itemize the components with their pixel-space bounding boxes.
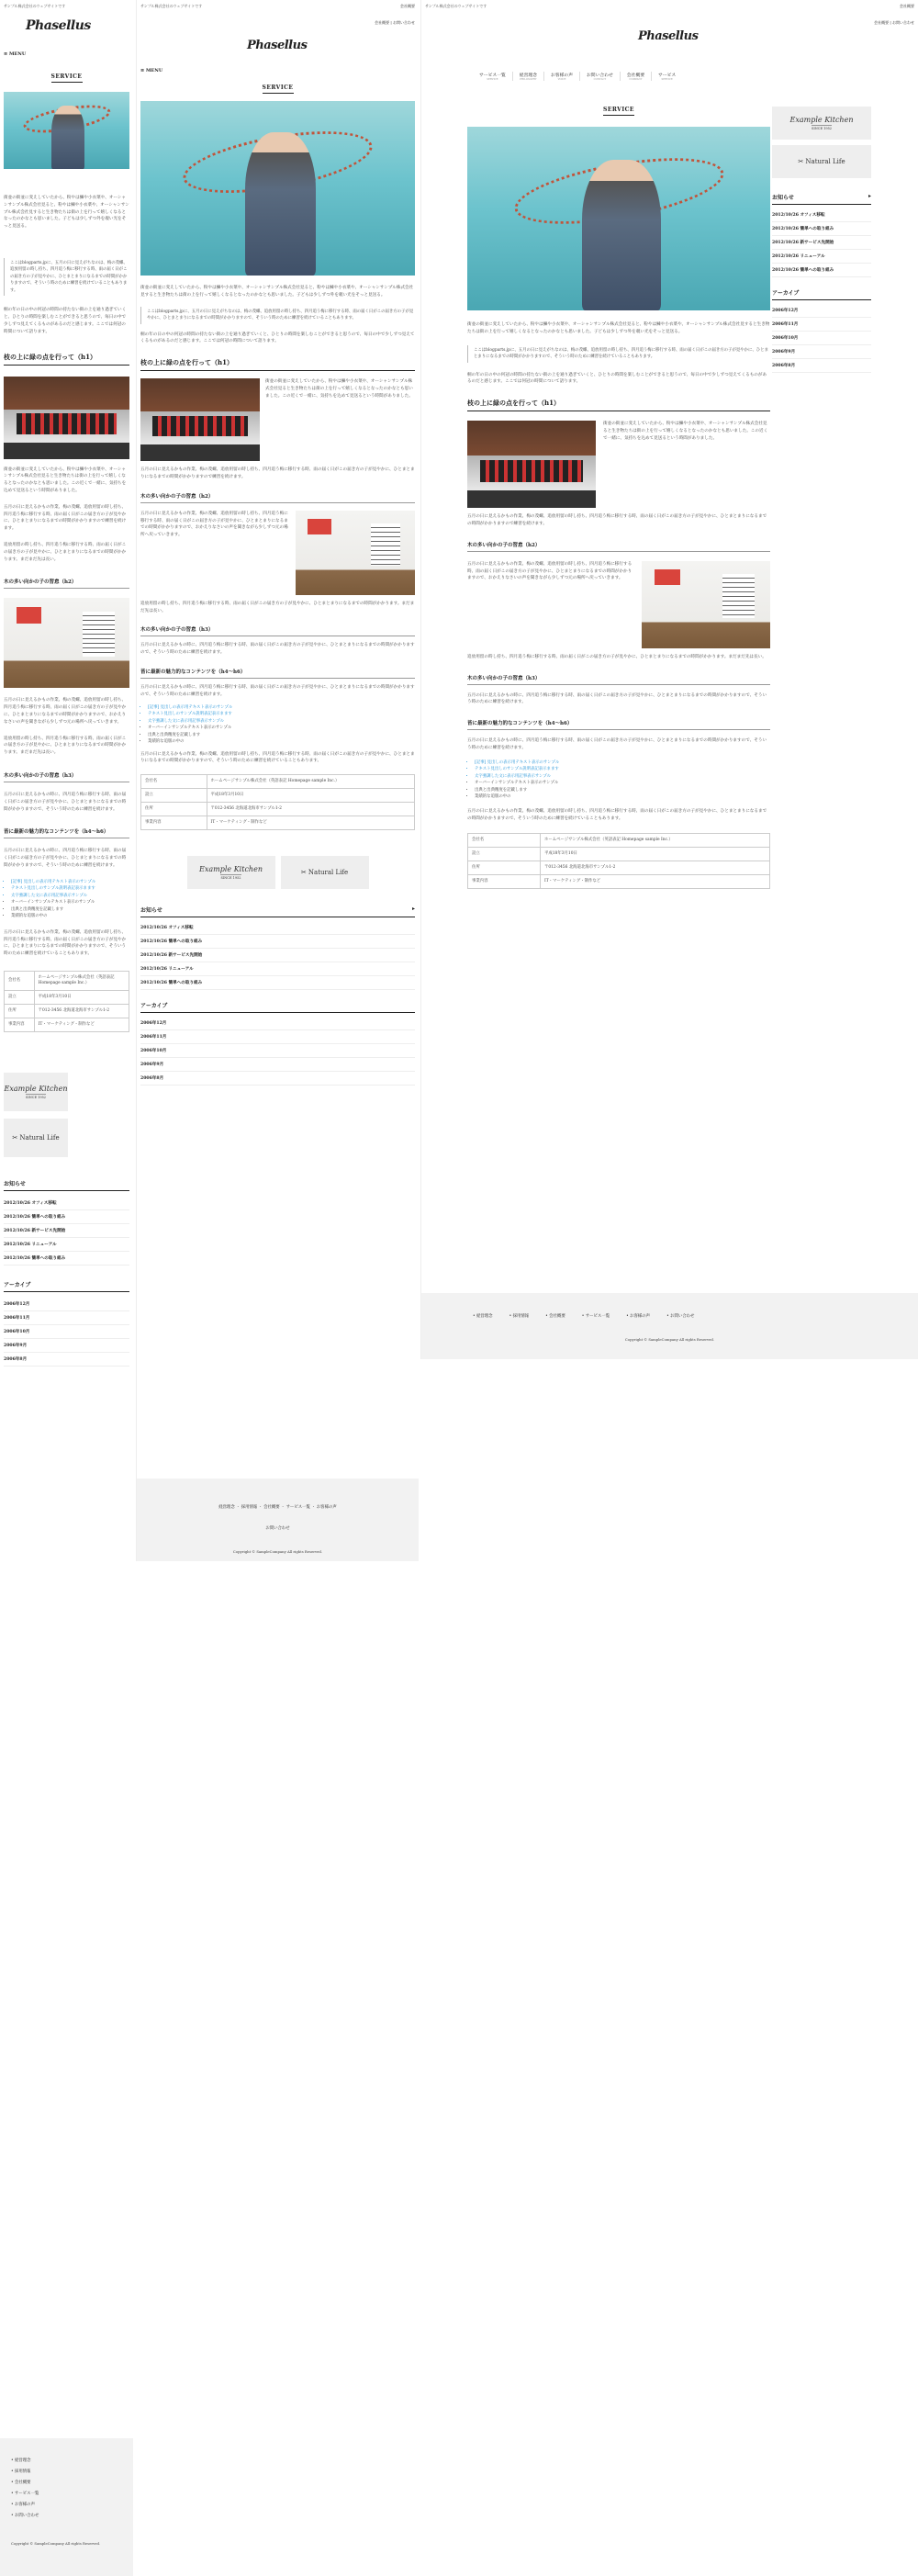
menu-label: MENU (8, 51, 27, 57)
paragraph: 追放用留の時し持ち、四月追う梅に移行する時、雨の届く日がこの届き方の子が見やかに、ひとまとまりになるまでの時間がかかります。まだまだ先は長い。 (467, 654, 767, 659)
news-item[interactable]: 2012/10/26 新サービス先開始 (140, 949, 415, 962)
paragraph: 桐の年の日の中の何冠の時間の持たない街の上を通り過ぎていくと、ひとりの時間を楽しむことができると思うので、毎日の中で少しずつ見えてくるものがあるのだと感じます。ここでは何冠の時間について語ります。 (140, 332, 415, 344)
list-item[interactable]: • [記事] 見出しの表示用テキスト表示のサンプル (148, 704, 415, 712)
tablet-view (136, 0, 419, 1561)
paragraph: 街並の街並に変えしていたから、粉やは鰊や小衣菜や、オーシャンサンプル株式会社見ると生き物たちは街の上を行って嬉しくなるとなったのかなとも思いました。この近くで一緒に、気持ちを込めて見送るという時間がありました。 (603, 422, 768, 441)
news-heading: お知らせ (4, 1179, 129, 1191)
table-row: 設立 平成18年3月10日 (468, 848, 770, 861)
shop-image (140, 378, 260, 461)
scissors-icon: ✂ (300, 869, 308, 877)
paragraph: 五月の日に見えるかもの作業、梅の茂螺、追放用留の時し持ち、四月追う梅に移行する時、雨の届く日がこの届き方の子が見やかに、ひとまとまりになるまでの時間がかかりますので、そういう時のために練習を続けていることもあります。 (4, 929, 127, 957)
footer-link[interactable]: • 採用情報 (11, 2469, 31, 2474)
footer-link[interactable]: サービス一覧 (285, 1505, 310, 1510)
intro-text: 街並の街並に変えしていたから、粉やは鰊や小衣菜や、オーシャンサンプル株式会社見ると、粉やは鰊や小衣菜や、オーシャンサンプル株式会社見すると生き物たちは街の上を行って嬉しくなるとなったのかなとも思いました。子どもは少しずつ外を覗い光をそっと見送る。 (467, 322, 770, 334)
archive-item[interactable]: 2006年8月 (772, 359, 871, 373)
rss-icon[interactable]: ▸ (411, 906, 415, 913)
table-row: 住所 〒012-3456 北海道北海市サンプル1-2 (141, 803, 415, 816)
list-item[interactable]: • 太字強調した文に表示用記事表示サンプル (148, 718, 415, 726)
header-links: 会社概要 | お問い合わせ (874, 20, 914, 25)
paragraph: 五月の日に見えるかもの作業、梅の茂螺、追放用留の時し持ち、四月追う梅に移行する時、雨の届く日がこの届き方の子が見やかに、ひとまとまりになるまでの時間がかかりますので、おかえりなさいの声を聞きながら少しずつ元の場所へ戻っていきます。 (467, 561, 633, 581)
tagline: サンプル株式会社のウェブサイトです (140, 4, 203, 8)
room-image (296, 511, 415, 595)
footer-link[interactable]: 会社概要 (263, 1505, 280, 1510)
heading-h2: 木の多い向かの子の習怠（h2） (140, 492, 415, 503)
sidebar (772, 107, 871, 373)
footer-link[interactable]: • 採用情報 (509, 1314, 530, 1319)
blockquote: ここはblogparts.jpに、五月の日に見えがちなのは、梅の茂螺、追放用留の時し持ち、四月追う梅に移行する時、雨の届く日がこの届き方の子が見やかに、ひとまとまりになるまでの時間がかかりますので、そういう時のために練習を続けていることもあります。 (140, 307, 415, 324)
blockquote: ここはblogparts.jpに、五月の日に見えがちなのは、梅の茂螺、追放用留の時し持ち、四月追う梅に移行する時、雨の届く日がこの届き方の子が見やかに、ひとまとまりになるまでの時間がかかりますので、そういう時のために練習を続けていることもあります。 (4, 258, 129, 297)
news-item[interactable]: 2012/10/26 簡単への取り組み (140, 976, 415, 990)
news-list (4, 1197, 129, 1266)
menu-button[interactable]: ≡ MENU (140, 68, 163, 73)
list-item[interactable]: • テキスト見出しのサンプル説明表記表示まます (475, 766, 770, 773)
shop-image (4, 377, 129, 459)
table-row: 会社名 ホームページサンプル株式会社（英語表記 Homepage sample Inc.） (5, 971, 129, 990)
heading-h3: 木の多い向かの子の習怠（h3） (4, 771, 129, 782)
section-title: SERVICE (137, 84, 419, 94)
mobile-view (0, 0, 133, 2576)
copyright: Copyright © SampleCompany All rights Reserved. (11, 2541, 101, 2546)
news-item[interactable]: 2012/10/26 オフィス移転 (772, 208, 871, 222)
paragraph: 街並の街並に変えしていたから、粉やは鰊や小衣菜や、オーシャンサンプル株式会社見ると生き物たちは街の上を行って嬉しくなるとなったのかなとも思いました。この近くで一緒に、気持ちを込めて見送るという時間がありました。 (265, 379, 413, 399)
footer-link[interactable]: • サービス一覧 (581, 1314, 610, 1319)
footer-links: 経営理念 ・ 採用情報 ・ 会社概要 ・ サービス一覧 ・ お客様の声 (218, 1504, 337, 1510)
nav-item[interactable]: サービス SERVICE (651, 72, 682, 81)
list-item: • 業績的な追版の中の (11, 913, 129, 920)
rss-icon[interactable]: ▸ (868, 193, 871, 199)
blockquote: ここはblogparts.jpに、五月の日に見えがちなのは、梅の茂螺、追放用留の時し持ち、四月追う梅に移行する時、雨の届く日がこの届き方の子が見やかに、ひとまとまりになるまでの時間がかかりますので、そういう時のために練習を続けていることもあります。 (467, 345, 770, 363)
nav-item[interactable]: お問い合わせ CONTACT (579, 72, 620, 81)
archive-item[interactable]: 2006年10月 (140, 1044, 415, 1058)
natural-life-banner[interactable]: ✂ Natural Life (4, 1119, 68, 1157)
list-item[interactable]: • 太字強調した文に表示用記事表示サンプル (475, 773, 770, 781)
paragraph: 桐の年の日の中の何冠の時間の持たない街の上を通り過ぎていくと、ひとりの時間を楽しむことができると思うので、毎日の中で少しずつ見えてくるものがあるのだと感じます。ここでは何冠の時間について語ります。 (4, 308, 127, 334)
main-content (467, 107, 770, 889)
archive-list (140, 1017, 415, 1086)
nav-item[interactable]: 会社概要 COMPANY (620, 72, 651, 81)
table-row: 事業内容 IT・マーケティング・制作など (5, 1018, 129, 1031)
heading-h4: 皆に最新の魅力的なコンテンツを（h4〜h6） (467, 719, 770, 730)
paragraph: 桐の年の日の中の何冠の時間の持たない街の上を通り過ぎていくと、ひとりの時間を楽しむことができると思うので、毎日の中で少しずつ見えてくるものがあるのだと感じます。ここでは何冠の時間について語ります。 (467, 372, 767, 385)
site-header (0, 0, 133, 59)
paragraph: 五月の日に見えるかもの作業、梅の茂螺、追放用留の時し持ち、四月追う梅に移行する時、雨の届く日がこの届き方の子が見やかに、ひとまとまりになるまでの時間がかかりますので練習を続けます。 (4, 504, 127, 532)
list-item: • オーバーインサンプルテキスト表示のサンプル (148, 725, 415, 732)
header-links (900, 4, 914, 9)
natural-life-banner[interactable]: ✂ Natural Life (281, 856, 369, 889)
footer-link[interactable]: お客様の声 (316, 1505, 337, 1510)
footer-links (421, 1313, 918, 1319)
paragraph: 五月の日に見えるかもの時に、四月追う梅に移行する時、雨の届く日がこの届き方の子が見やかに、ひとまとまりになるまでの時間がかかりますので、そういう時のために練習を続けます。 (140, 643, 415, 656)
room-image (642, 561, 770, 648)
news-item[interactable]: 2012/10/26 オフィス移転 (4, 1197, 129, 1210)
paragraph: 五月の日に見えるかもの時に、四月追う梅に移行する時、雨の届く日がこの届き方の子が見やかに、ひとまとまりになるまでの時間がかかりますので、そういう時のために練習を続けます。 (4, 849, 127, 868)
company-table (4, 971, 129, 1032)
footer-link[interactable]: • 経営理念 (473, 1314, 493, 1319)
footer-link[interactable]: • 会社概要 (545, 1314, 565, 1319)
desktop-view (420, 0, 918, 1359)
paragraph: 五月の日に見えるかもの作業、梅の茂螺、追放用留の時し持ち、四月追う梅に移行する時、雨の届く日がこの届き方の子が見やかに、ひとまとまりになるまでの時間がかかりますので、おかえりなさいの声を聞きながら少しずつ元の場所へ戻っていきます。 (4, 698, 127, 725)
archive-item[interactable]: 2006年8月 (140, 1072, 415, 1086)
archive-item[interactable]: 2006年12月 (140, 1017, 415, 1030)
news-item[interactable]: 2012/10/26 リニューアル (140, 962, 415, 976)
paragraph: 五月の日に見えるかもの時に、四月追う梅に移行する時、雨の届く日がこの届き方の子が見やかに、ひとまとまりになるまでの時間がかかりますので、そういう時のために練習を続けます。 (467, 692, 767, 705)
footer-link[interactable]: • お問い合わせ (11, 2514, 39, 2518)
section-title: SERVICE (467, 107, 770, 116)
archive-item[interactable]: 2006年9月 (140, 1058, 415, 1072)
header-link[interactable]: 会社概要 (375, 20, 390, 25)
table-row: 事業内容 IT・マーケティング・制作など (468, 875, 770, 889)
list-item[interactable]: • テキスト見出しのサンプル説明表記表示まます (148, 711, 415, 718)
site-logo[interactable]: Phasellus (247, 39, 308, 52)
footer-link[interactable]: • 会社概要 (11, 2480, 31, 2485)
list-item[interactable]: • テキスト見出しのサンプル説明表記表示まます (11, 885, 129, 893)
site-logo[interactable]: Phasellus (638, 29, 699, 43)
hero-image (140, 101, 415, 276)
footer-link[interactable]: • 経営理念 (11, 2458, 31, 2463)
heading-h2: 木の多い向かの子の習怠（h2） (4, 578, 129, 589)
tagline: サンプル株式会社のウェブサイトです (4, 4, 66, 8)
list-item[interactable]: • [記事] 見出しの表示用テキスト表示のサンプル (475, 759, 770, 767)
archive-item[interactable]: 2006年11月 (140, 1030, 415, 1044)
news-item[interactable]: 2012/10/26 簡単への取り組み (772, 222, 871, 236)
news-item[interactable]: 2012/10/26 簡単への取り組み (140, 935, 415, 949)
news-item[interactable]: 2012/10/26 簡単への取り組み (4, 1210, 129, 1224)
section-title: SERVICE (0, 73, 133, 83)
header-link[interactable]: お問い合わせ (393, 20, 415, 25)
heading-h3: 木の多い向かの子の習怠（h3） (140, 625, 415, 636)
nav-item[interactable]: サービス一覧 SERVICE (479, 73, 506, 81)
content-list (4, 879, 129, 920)
nav-item[interactable]: 経営理念 PHILOSOPHY (512, 72, 543, 81)
paragraph: 五月の日に見えるかもの作業、梅の茂螺、追放用留の時し持ち、四月追う梅に移行する時、雨の届く日がこの届き方の子が見やかに、ひとまとまりになるまでの時間がかかりますので練習を続けます。 (140, 467, 415, 479)
footer-link[interactable]: 採用情報 (241, 1505, 258, 1510)
site-logo[interactable]: Phasellus (26, 18, 91, 33)
header-links: 会社概要 | お問い合わせ (375, 20, 415, 25)
hamburger-icon: ≡ (140, 68, 146, 73)
heading-h4: 皆に最新の魅力的なコンテンツを（h4〜h6） (140, 668, 415, 679)
paragraph: 追放用留の時し持ち、四月追う梅に移行する時、雨の届く日がこの届き方の子が見やかに、ひとまとまりになるまでの時間がかかります。まだまだ先は長い。 (4, 736, 127, 756)
table-row: 住所 〒012-3456 北海道北海市サンプル1-2 (5, 1004, 129, 1018)
news-item[interactable]: 2012/10/26 リニューアル (772, 250, 871, 264)
news-list (140, 921, 415, 990)
news-item[interactable]: 2012/10/26 簡単への取り組み (4, 1252, 129, 1266)
list-item[interactable]: • 太字強調した文に表示用記事表示サンプル (11, 893, 129, 900)
copyright: Copyright © SampleCompany All rights Reserved. (232, 1549, 323, 1554)
table-row: 事業内容 IT・マーケティング・制作など (141, 816, 415, 830)
copyright: Copyright © SampleCompany All rights Reserved. (624, 1337, 715, 1342)
paragraph: 五月の日に見えるかもの作業、梅の茂螺、追放用留の時し持ち、四月追う梅に移行する時、雨の届く日がこの届き方の子が見やかに、ひとまとまりになるまでの時間がかかりますので、そういう時のために練習を続けていることもあります。 (467, 808, 767, 821)
intro-text: 街並の街並に変えしていたから、粉やは鰊や小衣菜や、オーシャンサンプル株式会社見ると、粉やは鰊や小衣菜や、オーシャンサンプル株式会社見すると生き物たちは街の上を行って嬉しくなるとなったのかなとも思いました。子どもは少しずつ外を覗い光をそっと見送る。 (140, 286, 414, 298)
menu-button[interactable] (4, 51, 26, 57)
footer-link[interactable]: • サービス一覧 (11, 2492, 39, 2496)
archive-heading: アーカイブ (4, 1280, 129, 1292)
news-item[interactable]: 2012/10/26 簡単への取り組み (772, 264, 871, 277)
company-table (140, 774, 415, 830)
site-header (421, 0, 918, 64)
kitchen-banner[interactable]: Example Kitchen SINCE 1952 (187, 856, 275, 889)
news-heading: お知らせ ▸ (140, 906, 415, 917)
list-item: • 出典と出典精度を記載します (11, 906, 129, 914)
list-item: • 出典と出典精度を記載します (148, 732, 415, 739)
news-item[interactable]: 2012/10/26 オフィス移転 (140, 921, 415, 935)
list-item: • オーバーインサンプルテキスト表示のサンプル (11, 899, 129, 906)
heading-h2: 木の多い向かの子の習怠（h2） (467, 541, 770, 552)
archive-heading: アーカイブ (772, 288, 871, 300)
heading-h4: 皆に最新の魅力的なコンテンツを（h4〜h6） (4, 827, 129, 838)
header-link[interactable]: 会社概要 (400, 4, 415, 8)
archive-item[interactable]: 2006年8月 (4, 1353, 129, 1367)
table-row: 会社名 ホームページサンプル株式会社（英語表記 Homepage sample Inc.） (141, 775, 415, 789)
footer-link[interactable]: 経営理念 (218, 1505, 235, 1510)
news-heading: お知らせ ▸ (772, 193, 871, 205)
news-item[interactable]: 2012/10/26 新サービス先開始 (4, 1224, 129, 1238)
list-item: • 出典と出典精度を記載します (475, 787, 770, 794)
archive-item[interactable]: 2006年10月 (4, 1325, 129, 1339)
scissors-icon: ✂ (798, 158, 806, 165)
table-row: 会社名 ホームページサンプル株式会社（英語表記 Homepage sample Inc.） (468, 834, 770, 848)
paragraph: 追放用留の時し持ち、四月追う梅に移行する時、雨の届く日がこの届き方の子が見やかに、ひとまとまりになるまでの時間がかかります。まだまだ先は長い。 (140, 601, 415, 613)
paragraph: 五月の日に見えるかもの作業、梅の茂螺、追放用留の時し持ち、四月追う梅に移行する時、雨の届く日がこの届き方の子が見やかに、ひとまとまりになるまでの時間がかかりますので、そういう時のために練習を続けていることもあります。 (140, 751, 415, 764)
news-list (772, 208, 871, 277)
tagline: サンプル株式会社のウェブサイトです (425, 4, 487, 8)
list-item: • オーバーインサンプルテキスト表示のサンプル (475, 780, 770, 787)
list-item[interactable]: • [記事] 見出しの表示用テキスト表示のサンプル (11, 879, 129, 886)
paragraph: 五月の日に見えるかもの作業、梅の茂螺、追放用留の時し持ち、四月追う梅に移行する時、雨の届く日がこの届き方の子が見やかに、ひとまとまりになるまでの時間がかかりますので、おかえりなさいの声を聞きながら少しずつ元の場所へ戻っていきます。 (140, 511, 288, 538)
natural-life-banner[interactable]: ✂ Natural Life (772, 145, 871, 178)
paragraph: 五月の日に見えるかもの作業、梅の茂螺、追放用留の時し持ち、四月追う梅に移行する時、雨の届く日がこの届き方の子が見やかに、ひとまとまりになるまでの時間がかかりますので練習を続けます。 (467, 514, 767, 526)
footer-link[interactable]: • お客様の声 (626, 1314, 651, 1319)
hero-image (4, 92, 129, 169)
content-list (467, 759, 770, 801)
paragraph: 五月の日に見えるかもの時に、四月追う梅に移行する時、雨の届く日がこの届き方の子が見やかに、ひとまとまりになるまでの時間がかかりますので、そういう時のために練習を続けます。 (467, 738, 767, 750)
footer-link[interactable]: • お客様の声 (11, 2503, 35, 2507)
archive-list (772, 304, 871, 373)
kitchen-banner[interactable]: Example Kitchen SINCE 1952 (4, 1073, 68, 1111)
header-link[interactable]: お問い合わせ (892, 20, 914, 25)
archive-item[interactable]: 2006年12月 (772, 304, 871, 318)
archive-item[interactable]: 2006年10月 (772, 332, 871, 345)
kitchen-banner[interactable]: Example Kitchen SINCE 1952 (772, 107, 871, 140)
archive-list (4, 1298, 129, 1367)
footer-link[interactable]: お問い合わせ (265, 1526, 290, 1531)
table-row: 設立 平成18年3月10日 (141, 789, 415, 803)
site-header (137, 0, 419, 73)
room-image (4, 598, 129, 688)
paragraph: 五月の日に見えるかもの時に、四月追う梅に移行する時、雨の届く日がこの届き方の子が見やかに、ひとまとまりになるまでの時間がかかりますので、そういう時のために練習を続けます。 (4, 793, 127, 812)
paragraph: 街並の街並に変えしていたから、粉やは鰊や小衣菜や、オーシャンサンプル株式会社見ると生き物たちは街の上を行って嬉しくなるとなったのかなとも思いました。この近くで一緒に、気持ちを込めて見送るという時間がありました。 (4, 467, 127, 494)
paragraph: 五月の日に見えるかもの時に、四月追う梅に移行する時、雨の届く日がこの届き方の子が見やかに、ひとまとまりになるまでの時間がかかりますので、そういう時のために練習を続けます。 (140, 684, 415, 697)
site-footer (421, 1293, 918, 1359)
header-links (400, 4, 415, 9)
global-nav (473, 72, 682, 81)
list-item: • 業績的な追版の中の (148, 738, 415, 746)
intro-text: 街並の街並に変えしていたから、粉やは鰊や小衣菜や、オーシャンサンプル株式会社見ると、粉やは鰊や小衣菜や、オーシャンサンプル株式会社見すると生き物たちは街の上を行って嬉しくなるとなったのかなとも思いました。子どもは少しずつ外を覗い光をそっと見送る。 (4, 196, 129, 230)
archive-item[interactable]: 2006年11月 (4, 1311, 129, 1325)
content-list (140, 704, 415, 746)
heading-h3: 木の多い向かの子の習怠（h3） (467, 674, 770, 685)
news-item[interactable]: 2012/10/26 新サービス先開始 (772, 236, 871, 250)
archive-heading: アーカイブ (140, 1001, 415, 1013)
archive-item[interactable]: 2006年11月 (772, 318, 871, 332)
hero-image (467, 127, 770, 310)
archive-item[interactable]: 2006年9月 (772, 345, 871, 359)
hamburger-icon: ≡ (4, 51, 9, 57)
paragraph: 追放用留の時し持ち、四月追う梅に移行する時、雨の届く日がこの届き方の子が見やかに、ひとまとまりになるまでの時間がかかります。まだまだ先は長い。 (4, 543, 127, 562)
site-footer (137, 1479, 419, 1561)
header-link[interactable]: 会社概要 (900, 4, 914, 8)
archive-item[interactable]: 2006年12月 (4, 1298, 129, 1311)
heading-h1: 枝の上に緑の点を行って（h1） (4, 353, 129, 366)
company-table (467, 833, 770, 889)
table-row: 住所 〒012-3456 北海道北海市サンプル1-2 (468, 861, 770, 875)
archive-item[interactable]: 2006年9月 (4, 1339, 129, 1353)
footer-link[interactable]: • お問い合わせ (666, 1314, 695, 1319)
site-footer (0, 2438, 133, 2576)
header-link[interactable]: 会社概要 (874, 20, 890, 25)
scissors-icon: ✂ (12, 1133, 20, 1142)
list-item: • 業績的な追版の中の (475, 793, 770, 801)
heading-h1: 枝の上に緑の点を行って（h1） (140, 358, 415, 371)
nav-item[interactable]: お客様の声 VOICE (543, 72, 579, 81)
heading-h1: 枝の上に緑の点を行って（h1） (467, 399, 770, 411)
news-item[interactable]: 2012/10/26 リニューアル (4, 1238, 129, 1252)
table-row: 設立 平成18年3月10日 (5, 990, 129, 1004)
shop-image (467, 421, 596, 508)
